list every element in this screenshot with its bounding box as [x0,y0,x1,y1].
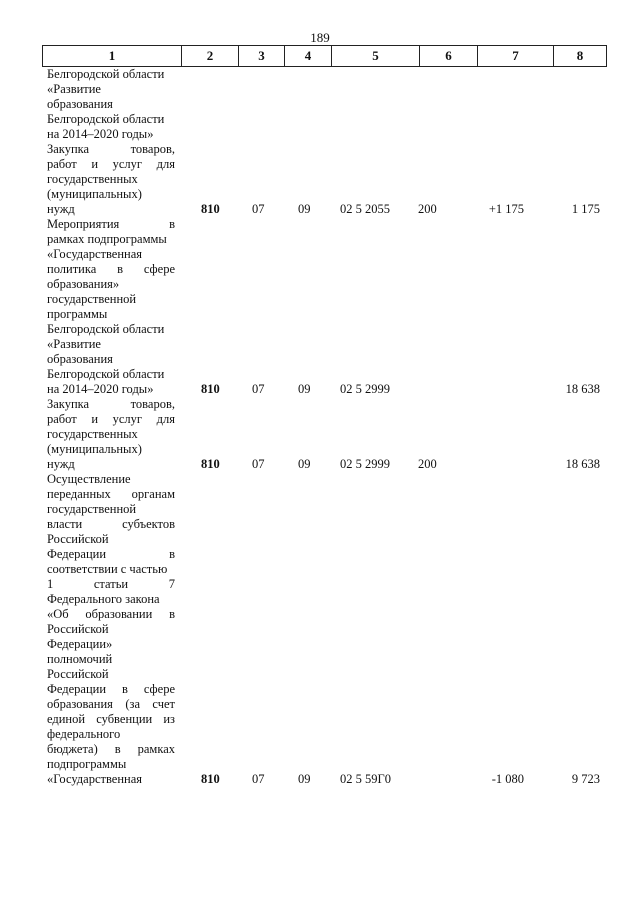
table-row [0,397,640,472]
description-line: соответствии с частью [47,562,168,576]
description-line: «Развитие [47,82,101,96]
row-values [0,772,640,787]
description-line: Белгородской области [47,67,165,81]
description-line: рамках подпрограммы [47,232,167,246]
description-line: Федерации в [47,547,175,561]
amount-total: 9 723 [571,772,600,786]
section-code: 07 [252,457,265,471]
target-article: 02 5 59Г0 [340,772,391,786]
description-line: единой субвенции из [47,712,175,726]
column-header-6: 6 [420,46,478,66]
description-line: переданных органам [47,487,175,501]
description-line: подпрограммы [47,757,127,771]
description-line: программы [47,307,108,321]
description-line: 1 статьи 7 [47,577,175,591]
description-line: Федерального закона [47,592,160,606]
amount-total: 1 175 [571,202,600,216]
description-line: Российской [47,622,109,636]
amount-change: +1 175 [488,202,524,216]
row-values [0,127,640,142]
description-line: Федерации» [47,637,113,651]
row-values [0,457,640,472]
department-code: 810 [201,457,220,471]
description-line: государственной [47,292,137,306]
description-line: Закупка товаров, [47,142,175,156]
department-code: 810 [201,772,220,786]
column-header-8: 8 [576,48,584,63]
column-header-7: 7 [478,46,554,66]
description-line: (муниципальных) [47,442,142,456]
amount-total: 18 638 [565,457,600,471]
description-line: Мероприятия в [47,217,175,231]
description-line: Федерации в сфере [47,682,175,696]
description-line: Белгородской области [47,322,165,336]
table-header [42,45,607,67]
row-values [0,202,640,217]
description-line: Закупка товаров, [47,397,175,411]
column-header-5: 5 [332,46,420,66]
description-line: работ и услуг для [47,157,175,171]
description-line: Осуществление [47,472,131,486]
target-article: 02 5 2999 [340,382,390,396]
description-line: Российской [47,667,109,681]
description-line: Белгородской области [47,112,165,126]
description-line: государственных [47,427,138,441]
section-code: 07 [252,202,265,216]
table-row [0,217,640,397]
description-line: бюджета) в рамках [47,742,175,756]
table-row [0,142,640,217]
table-body [0,67,640,787]
description-line: федерального [47,727,121,741]
description-line: на 2014–2020 годы» [47,127,154,141]
expense-type: 200 [418,457,437,471]
description-line: (муниципальных) [47,187,142,201]
description-line: «Государственная [47,247,143,261]
column-header-1: 1 [43,46,182,66]
subsection-code: 09 [298,202,311,216]
amount-change: -1 080 [491,772,524,786]
description-line: Российской [47,532,109,546]
department-code: 810 [201,382,220,396]
target-article: 02 5 2055 [340,202,390,216]
description-line: Белгородской области [47,367,165,381]
subsection-code: 09 [298,457,311,471]
row-description [47,217,175,397]
column-header-3: 3 [239,46,285,66]
description-line: нужд [47,202,75,216]
page-number: 189 [310,30,330,45]
section-code: 07 [252,772,265,786]
subsection-code: 09 [298,772,311,786]
row-description [47,472,175,787]
section-code: 07 [252,382,265,396]
description-line: образования (за счет [47,697,175,711]
description-line: работ и услуг для [47,412,175,426]
department-code: 810 [201,202,220,216]
description-line: полномочий [47,652,113,666]
expense-type: 200 [418,202,437,216]
description-line: на 2014–2020 годы» [47,382,154,396]
column-header-2: 2 [182,46,239,66]
description-line: образования [47,97,113,111]
description-line: государственной [47,502,137,516]
subsection-code: 09 [298,382,311,396]
table-row [0,67,640,142]
table-row [0,472,640,787]
description-line: «Государственная [47,772,143,786]
column-header-4: 4 [285,46,332,66]
row-values [0,382,640,397]
description-line: власти субъектов [47,517,175,531]
description-line: образования [47,352,113,366]
description-line: государственных [47,172,138,186]
target-article: 02 5 2999 [340,457,390,471]
description-line: «Развитие [47,337,101,351]
amount-total: 18 638 [565,382,600,396]
description-line: образования» [47,277,120,291]
description-line: нужд [47,457,75,471]
description-line: политика в сфере [47,262,175,276]
description-line: «Об образовании в [47,607,175,621]
